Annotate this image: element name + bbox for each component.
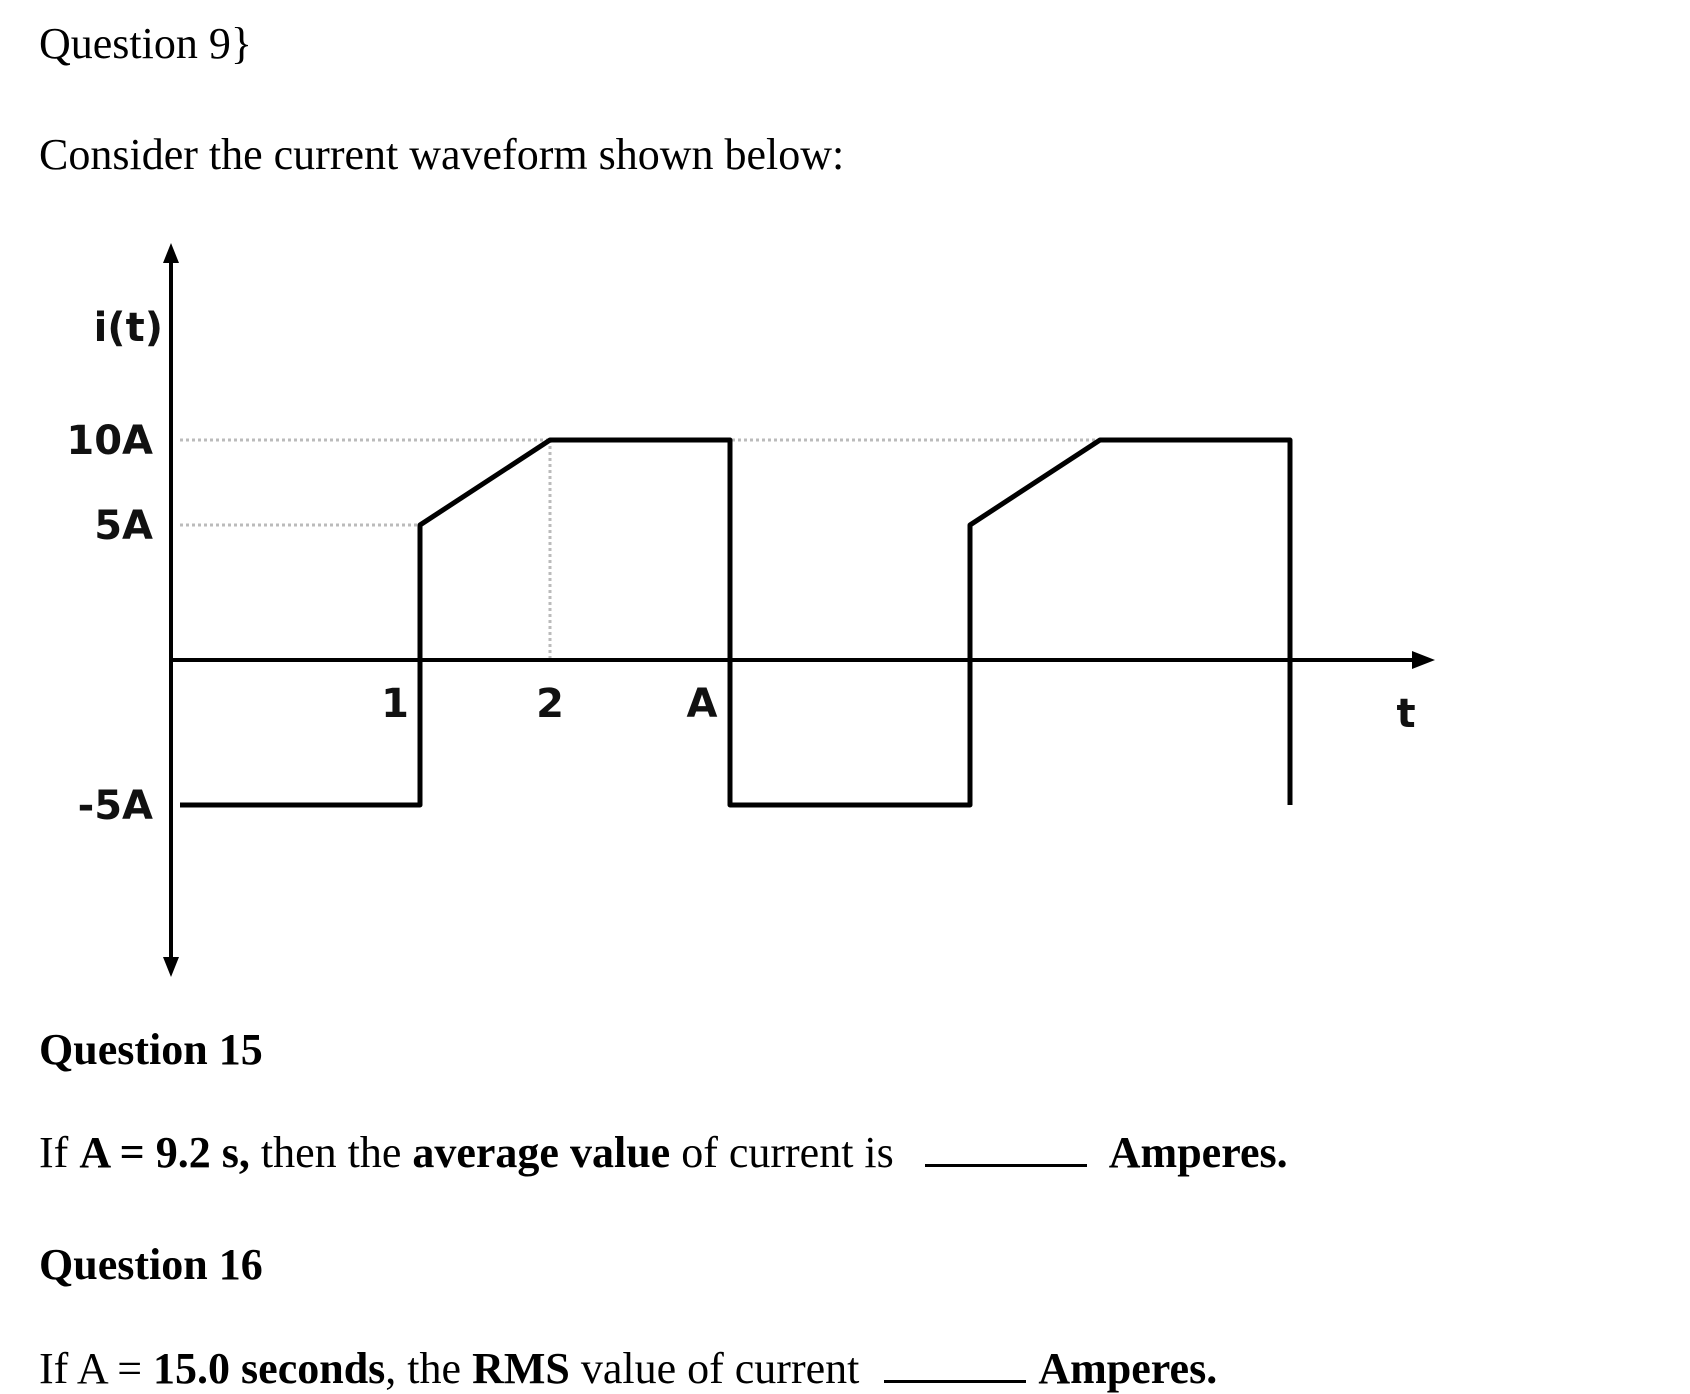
x-axis-arrow xyxy=(1412,651,1435,669)
y-axis-label: i(t) xyxy=(93,305,163,351)
x-tick-a: A xyxy=(686,681,718,727)
y-tick-5a: 5A xyxy=(94,503,153,549)
y-tick-10a: 10A xyxy=(66,418,153,464)
y-axis-arrow-down xyxy=(163,957,179,977)
current-waveform-figure xyxy=(40,235,1440,995)
question-16-text: If A = 15.0 seconds, the RMS value of current Amperes. xyxy=(39,1344,1218,1393)
x-axis-label: t xyxy=(1396,691,1416,737)
question-15-heading: Question 15 xyxy=(39,1025,263,1074)
y-tick-neg-5a: -5A xyxy=(77,783,153,829)
q16-answer-blank[interactable] xyxy=(884,1380,1026,1383)
waveform-line xyxy=(180,440,1290,805)
q15-answer-blank[interactable] xyxy=(925,1164,1087,1167)
question-16-heading: Question 16 xyxy=(39,1240,263,1289)
x-tick-2: 2 xyxy=(536,681,564,727)
question-15-text: If A = 9.2 s, then the average value of current is Amperes. xyxy=(39,1128,1288,1177)
question-9-title: Question 9} xyxy=(39,19,252,68)
y-axis-arrow-up xyxy=(163,243,179,263)
x-tick-1: 1 xyxy=(381,681,409,727)
intro-text: Consider the current waveform shown below: xyxy=(39,130,845,179)
